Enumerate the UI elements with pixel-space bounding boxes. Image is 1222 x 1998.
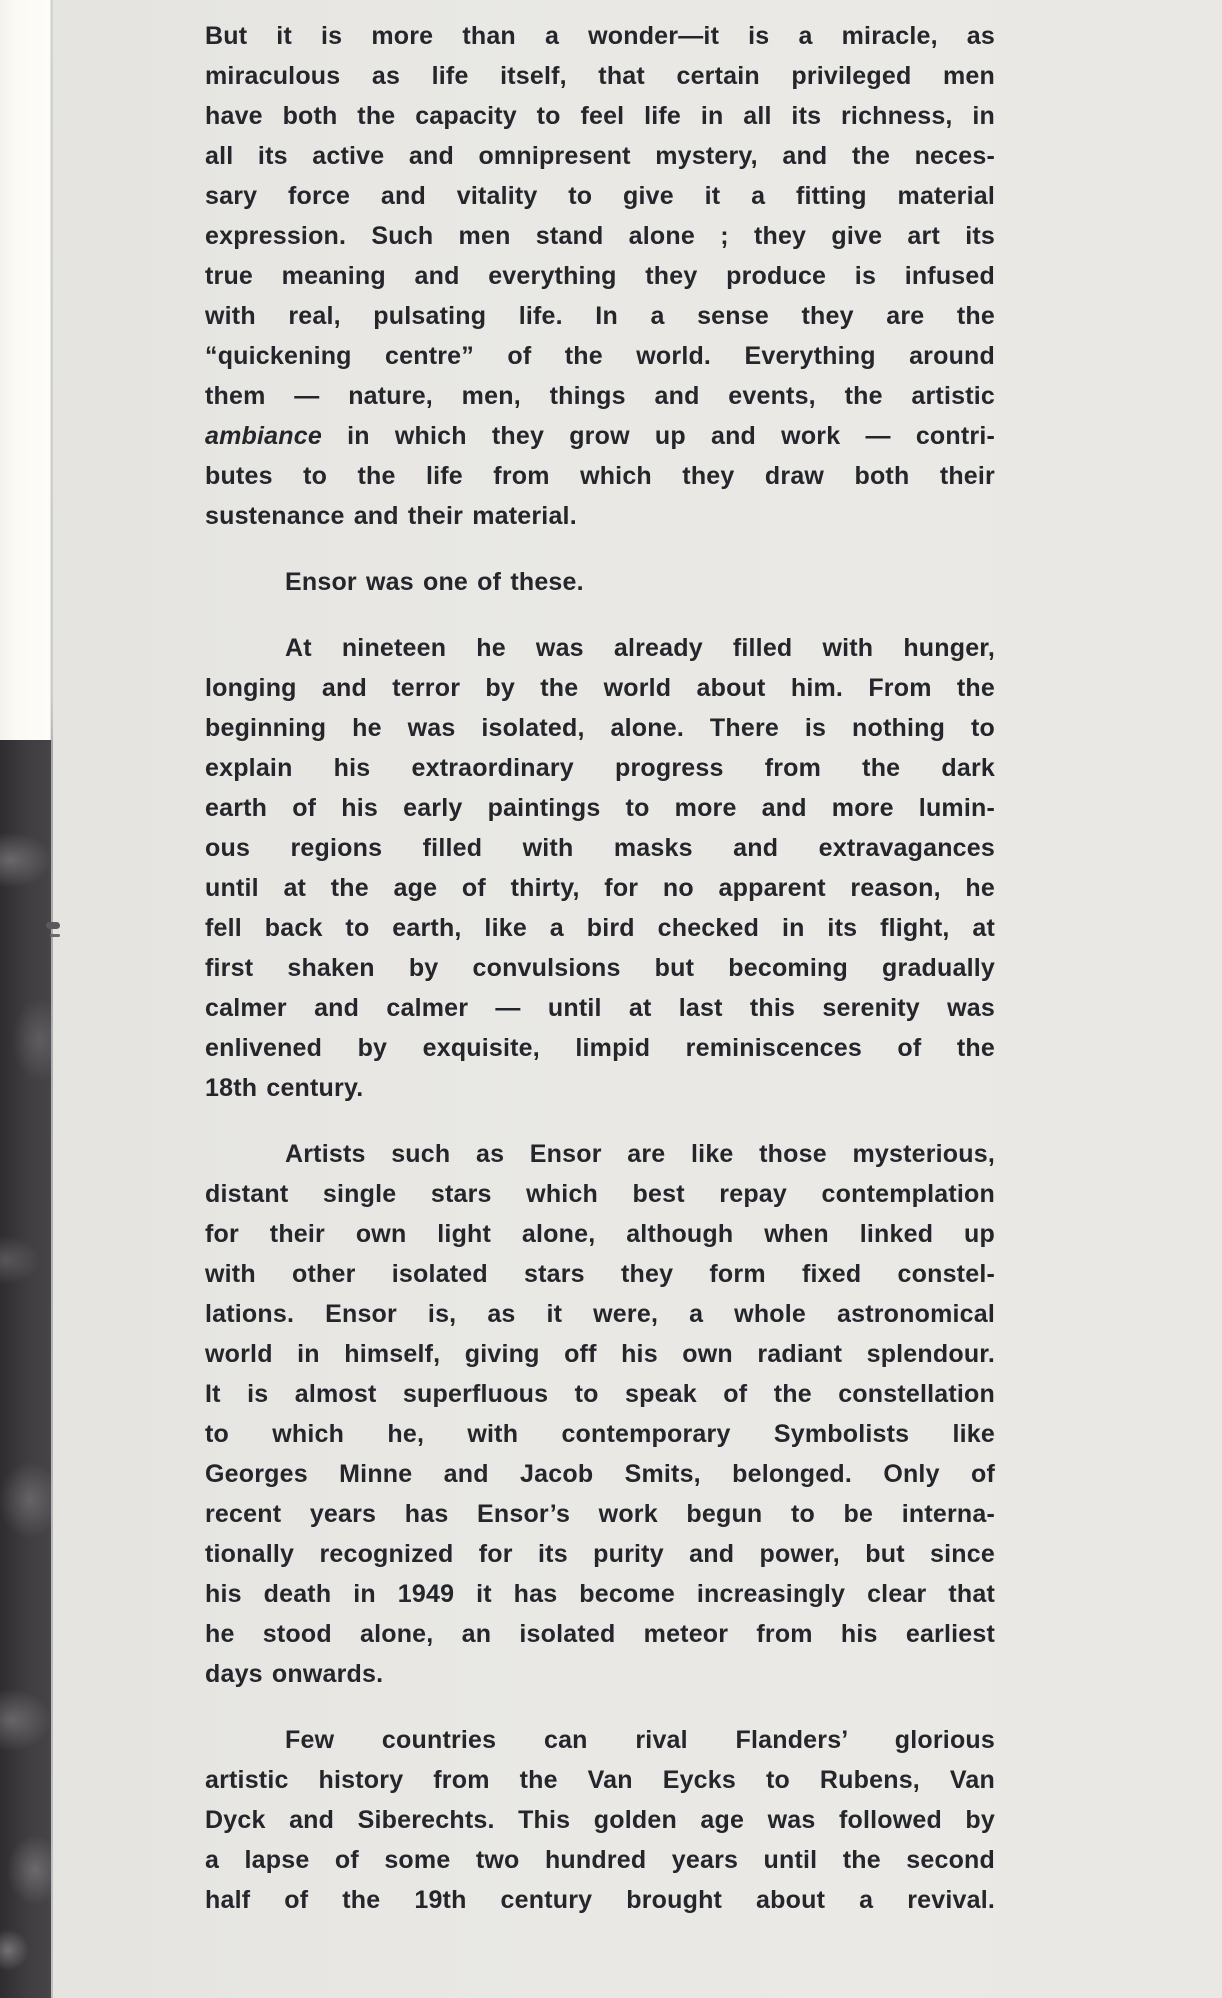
- page-text: [205, 16, 995, 1946]
- text-line: for their own light alone, although when linked up: [205, 1220, 995, 1248]
- binding-stitch: [46, 922, 60, 929]
- text-line: recent years has Ensor’s work begun to be interna-: [205, 1500, 995, 1528]
- paragraph: [205, 1720, 995, 1920]
- page-edge-strip: [0, 0, 50, 740]
- text-line: them — nature, men, things and events, the artistic: [205, 382, 995, 410]
- text-line: first shaken by convulsions but becoming gradually: [205, 954, 995, 982]
- text-line: Georges Minne and Jacob Smits, belonged. Only of: [205, 1460, 995, 1488]
- italic-text: ambiance: [205, 422, 322, 450]
- text-line: sary force and vitality to give it a fitting material: [205, 182, 995, 210]
- paragraph: [205, 562, 995, 602]
- text-line: with other isolated stars they form fixed constel-: [205, 1260, 995, 1288]
- text-line: But it is more than a wonder—it is a miracle, as: [205, 22, 995, 50]
- text-line: “quickening centre” of the world. Everything around: [205, 342, 995, 370]
- text-line: Dyck and Siberechts. This golden age was followed by: [205, 1806, 995, 1834]
- text-line: 18th century.: [205, 1074, 364, 1102]
- text-line: he stood alone, an isolated meteor from his earliest: [205, 1620, 995, 1648]
- text-line: distant single stars which best repay contemplation: [205, 1180, 995, 1208]
- text-line: [205, 416, 995, 456]
- binding-seam: [51, 0, 53, 1998]
- text-line: lations. Ensor is, as it were, a whole astronomical: [205, 1300, 995, 1328]
- text-line: days onwards.: [205, 1660, 384, 1688]
- text-line: Few countries can rival Flanders’ glorious: [285, 1726, 995, 1754]
- text-line: sustenance and their material.: [205, 502, 577, 530]
- text-line: It is almost superfluous to speak of the constellation: [205, 1380, 995, 1408]
- text-line: world in himself, giving off his own radiant splendour.: [205, 1340, 995, 1368]
- text-line: until at the age of thirty, for no apparent reason, he: [205, 874, 995, 902]
- text-line: half of the 19th century brought about a revival.: [205, 1886, 995, 1914]
- text-line: longing and terror by the world about him. From the: [205, 674, 995, 702]
- binding-cover-strip: [0, 740, 53, 1998]
- text-line: true meaning and everything they produce is infused: [205, 262, 995, 290]
- paragraph: [205, 628, 995, 1108]
- text-line: miraculous as life itself, that certain privileged men: [205, 62, 995, 90]
- text-line: ous regions filled with masks and extravagances: [205, 834, 995, 862]
- paragraph: [205, 16, 995, 536]
- text-line: calmer and calmer — until at last this serenity was: [205, 994, 995, 1022]
- text-line: artistic history from the Van Eycks to Rubens, Van: [205, 1766, 995, 1794]
- text-line: enlivened by exquisite, limpid reminiscences of the: [205, 1034, 995, 1062]
- text-line: have both the capacity to feel life in all its richness, in: [205, 102, 995, 130]
- text-line: with real, pulsating life. In a sense they are the: [205, 302, 995, 330]
- text-line: his death in 1949 it has become increasingly clear that: [205, 1580, 995, 1608]
- text-line: Ensor was one of these.: [285, 568, 584, 596]
- text-line: all its active and omnipresent mystery, and the neces-: [205, 142, 995, 170]
- text-line: Artists such as Ensor are like those mysterious,: [285, 1140, 995, 1168]
- text-line: fell back to earth, like a bird checked in its flight, at: [205, 914, 995, 942]
- text-line: earth of his early paintings to more and more lumin-: [205, 794, 995, 822]
- text-line: At nineteen he was already filled with hunger,: [285, 634, 995, 662]
- text-line: explain his extraordinary progress from the dark: [205, 754, 995, 782]
- text-line: a lapse of some two hundred years until the second: [205, 1846, 995, 1874]
- text-line: beginning he was isolated, alone. There is nothing to: [205, 714, 995, 742]
- text-line: butes to the life from which they draw both their: [205, 462, 995, 490]
- text-line: to which he, with contemporary Symbolists like: [205, 1420, 995, 1448]
- text-segment: in which they grow up and work — contri-: [321, 422, 995, 450]
- text-line: tionally recognized for its purity and power, but since: [205, 1540, 995, 1568]
- text-line: expression. Such men stand alone ; they give art its: [205, 222, 995, 250]
- paragraph: [205, 1134, 995, 1694]
